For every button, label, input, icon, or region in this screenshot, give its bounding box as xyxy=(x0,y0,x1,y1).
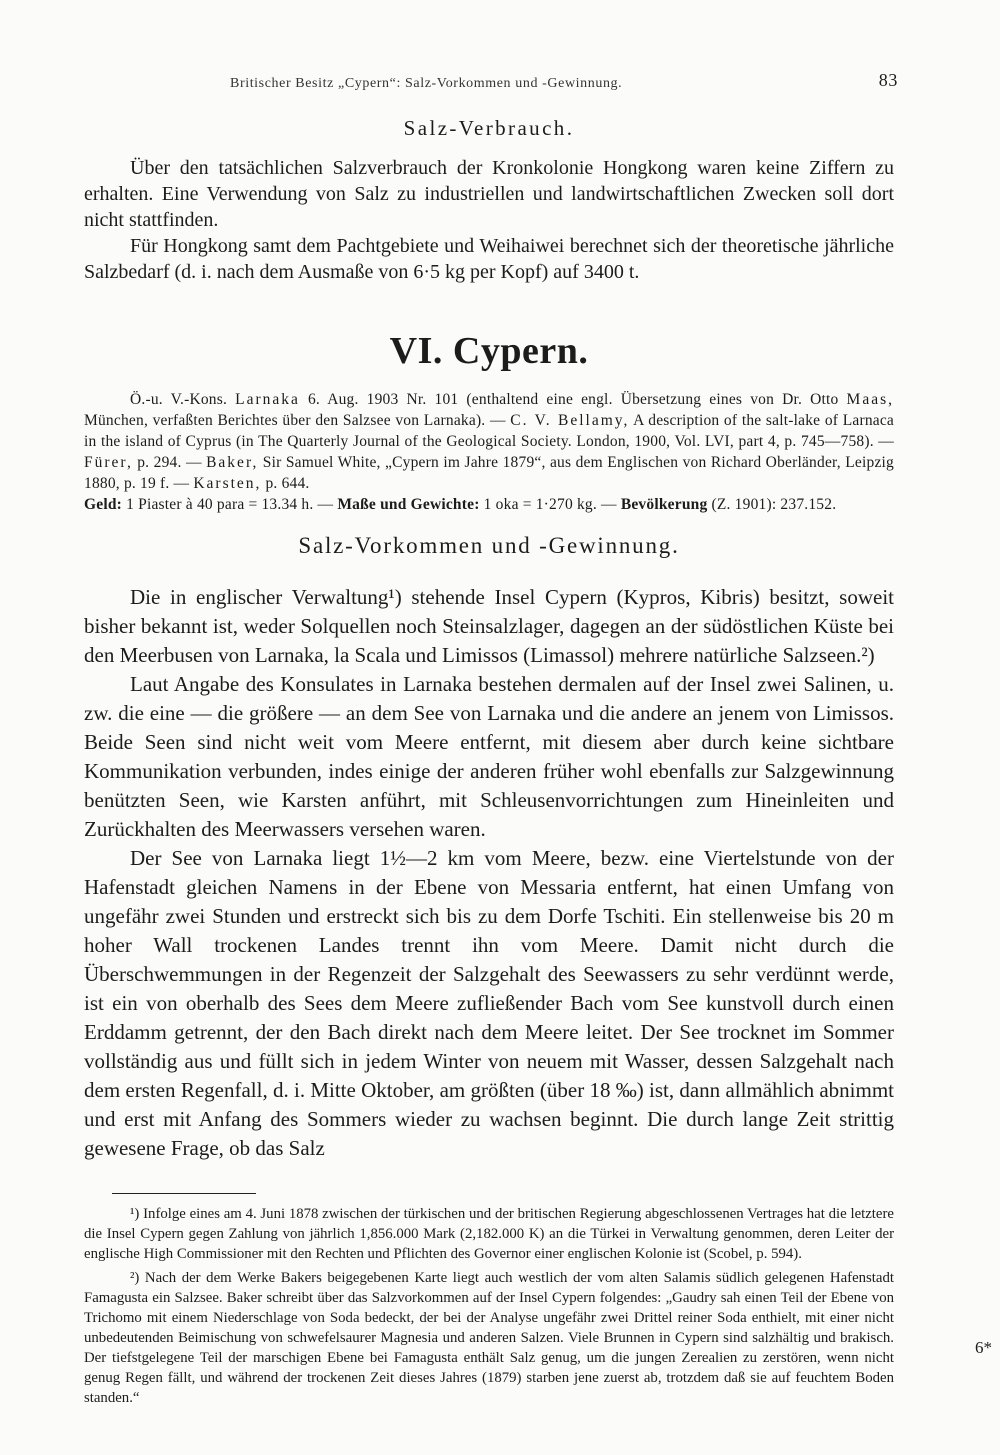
masse-label: Maße und Gewichte: xyxy=(337,496,480,513)
geld-text: 1 Piaster à 40 para = 13.34 h. — xyxy=(126,496,334,513)
book-page xyxy=(84,66,898,1408)
paragraph: Über den tatsächlichen Salzverbrauch der Kronkolonie Hongkong waren keine Ziffern zu erhalten. Eine Verwendung von Salz zu industriellen und landwirtschaftlichen Zwecken soll dort nicht stattfinden. xyxy=(84,157,894,231)
bevoelkerung-label: Bevölkerung xyxy=(620,496,708,513)
ref-text: p. 644. xyxy=(265,475,310,492)
ref-text: Sir Samuel White, „Cypern im Jahre 1879“, aus dem Englischen von Richard Oberländer, Leipzig 1880, p. 19 f. — xyxy=(84,454,894,492)
running-head xyxy=(84,66,898,96)
ref-text: 6. Aug. 1903 Nr. 101 (enthaltend eine engl. Übersetzung eines von Dr. Otto xyxy=(307,391,839,408)
bevoelkerung-text: (Z. 1901): 237.152. xyxy=(711,496,837,513)
signature-mark: 6* xyxy=(975,1338,992,1357)
section-title-salz-verbrauch: Salz-Verbrauch. xyxy=(403,116,575,140)
ref-text: p. 294. — xyxy=(137,454,202,471)
running-head-text: Britischer Besitz „Cypern“: Salz-Vorkommen und -Gewinnung. xyxy=(230,76,623,91)
ref-text: München, verfaßten Berichtes über den Salzsee von Larnaka). — xyxy=(84,412,506,429)
page-number: 83 xyxy=(878,70,898,90)
masse-text: 1 oka = 1·270 kg. — xyxy=(483,496,617,513)
ref-author: Fürer, xyxy=(84,454,133,471)
ref-author: Karsten, xyxy=(193,475,262,492)
ref-author: C. V. Bellamy, xyxy=(510,412,630,429)
chapter-title: VI. Cypern. xyxy=(389,330,589,372)
ref-author: Maas, xyxy=(846,391,894,408)
geld-label: Geld: xyxy=(84,496,123,513)
paragraph: Die in englischer Verwaltung¹) stehende Insel Cypern (Kypros, Kibris) besitzt, soweit bisher bekannt ist, weder Solquellen noch Steinsalzlager, dagegen an der südöstlichen Küste bei den Meerbusen von Larnaka, la Scala und Limissos (Limassol) mehrere natürliche Salzseen.²) xyxy=(84,585,894,667)
footnote-1: ¹) Infolge eines am 4. Juni 1878 zwischen der türkischen und der britischen Regierung abgeschlossenen Vertrages hat die letztere die Insel Cypern gegen Zahlung von jährlich 1,856.000 Mark (2,182.000 K) an die Türkei in Verwaltung genommen, deren Leiter der englische High Commissioner mit den Rechten und Pflichten des Governor einer englischen Kolonie ist (Scobel, p. 594). xyxy=(84,1206,894,1262)
ref-author: Baker, xyxy=(206,454,259,471)
references-block xyxy=(84,389,894,515)
ref-place: Larnaka xyxy=(235,391,300,408)
section-title-salz-vorkommen: Salz-Vorkommen und -Gewinnung. xyxy=(298,533,680,558)
ref-text: Ö.-u. V.-Kons. xyxy=(130,391,228,408)
paragraph: Der See von Larnaka liegt 1½—2 km vom Meere, bezw. eine Viertelstunde von der Hafenstadt gleichen Namens in der Ebene von Messaria entfernt, hat einen Umfang von ungefähr zwei Stunden und erstreckt sich bis zu dem Dorfe Tschiti. Ein stellenweise bis 20 m hoher Wall trockenen Landes trennt ihn vom Meere. Damit nicht durch die Überschwemmungen in der Regenzeit der Salzgehalt des Seewassers zu sehr verdünnt werde, ist ein von oberhalb des Sees dem Meere zufließender Bach vom See kunstvoll durch einen Erddamm getrennt, der den Bach direkt nach dem Meere leitet. Der See trocknet im Sommer vollständig aus und füllt sich in jedem Winter von neuem mit Wasser, dessen Salzgehalt nach dem ersten Regenfall, d. i. Mitte Oktober, am größten (über 18 ‰) ist, dann allmählich abnimmt und erst mit Anfang des Sommers wieder zu wachsen beginnt. Die durch lange Zeit strittig gewesene Frage, ob das Salz xyxy=(84,846,894,1160)
ref-text: A description of the salt-lake of Larnaca in the island of Cyprus (in The Quarterly Journal of the Geological Society. London, 1900, Vol. LVI, part 4, p. 745—758). — xyxy=(84,412,895,450)
paragraph: Laut Angabe des Konsulates in Larnaka bestehen dermalen auf der Insel zwei Salinen, u. zw. die eine — die größere — an dem See von Larnaka und die andere an jenem von Limissos. Beide Seen sind nicht weit vom Meere entfernt, mit diesem aber durch keine sichtbare Kommunikation verbunden, indes einige der anderen früher wohl ebenfalls zur Salzgewinnung benützten Seen, wie Karsten anführt, mit Schleusenvorrichtungen zum Hineinleiten und Zurückhalten des Meerwassers versehen waren. xyxy=(84,672,894,841)
footnote-2: ²) Nach der dem Werke Bakers beigegebenen Karte liegt auch westlich der vom alten Salamis südlich gelegenen Hafenstadt Famagusta ein Salzsee. Baker schreibt über das Salzvorkommen auf der Insel Cypern folgendes: „Gaudry sah einen Teil der Ebene von Trichomo mit einem Niederschlage von Soda bedeckt, der bei der Analyse ungefähr zwei Drittel reiner Soda enthielt, mit einer nicht unbedeutenden Beimischung von schwefelsaurer Magnesia und anderen Salzen. Viele Brunnen in Cypern sind salzhältig und brakisch. Der tiefstgelegene Teil der marschigen Ebene bei Famagusta enthält Salz genug, um die jungen Zerealien zu zerstören, wenn nicht genug Regen fällt, und während der trockenen Zeit dieses Jahres (1879) starben jene zuerst ab, trotzdem daß sie auf feuchtem Boden standen.“ xyxy=(84,1270,894,1406)
footnote-divider xyxy=(112,1193,256,1194)
paragraph: Für Hongkong samt dem Pachtgebiete und Weihaiwei berechnet sich der theoretische jährliche Salzbedarf (d. i. nach dem Ausmaße von 6·5 kg per Kopf) auf 3400 t. xyxy=(84,235,894,283)
